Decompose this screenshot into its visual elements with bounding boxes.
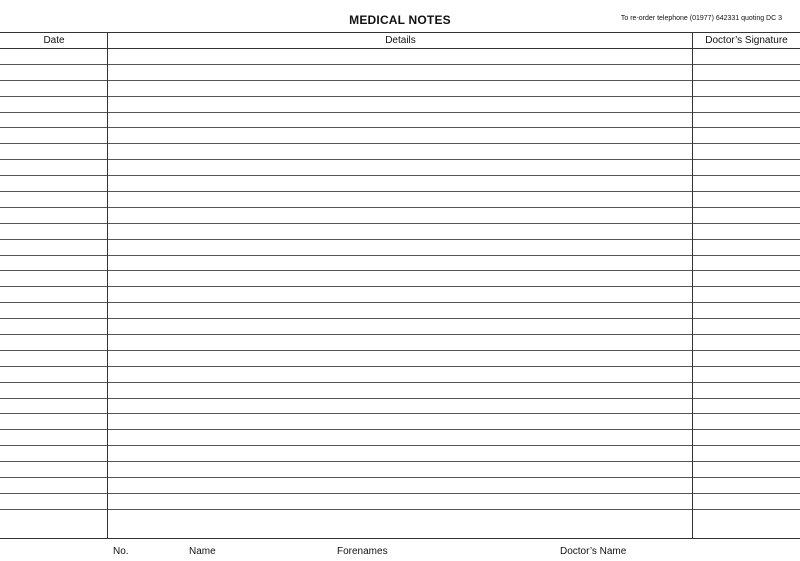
table-rows [0,49,800,526]
table-row [0,271,800,287]
column-header-date: Date [43,35,65,46]
table-row [0,319,800,335]
column-divider [107,33,108,538]
table-row [0,208,800,224]
table-row [0,494,800,510]
footer-name-label: Name [189,546,216,557]
reorder-note: To re-order telephone (01977) 642331 quoting DC 3 [620,15,782,22]
table-row [0,462,800,478]
table-row [0,113,800,129]
column-divider [692,33,693,538]
table-row [0,478,800,494]
table-row [0,367,800,383]
table-row [0,303,800,319]
footer-forenames-label: Forenames [337,546,388,557]
table-row [0,414,800,430]
table-row [0,144,800,160]
table-row [0,160,800,176]
table-row [0,240,800,256]
table-row [0,192,800,208]
table-row [0,383,800,399]
table-row [0,224,800,240]
table-row [0,287,800,303]
table-row [0,351,800,367]
table-row [0,81,800,97]
table-row [0,446,800,462]
footer-doctor-name-label: Doctor’s Name [560,546,627,557]
table-row [0,65,800,81]
table-row [0,430,800,446]
page-title: MEDICAL NOTES [349,13,451,27]
column-header-doctor-signature: Doctor’s Signature [705,35,788,46]
table-row [0,510,800,526]
notes-table [0,32,800,539]
table-header [0,33,800,49]
table-row [0,335,800,351]
table-row [0,256,800,272]
table-row [0,399,800,415]
table-row [0,49,800,65]
table-row [0,176,800,192]
table-row [0,128,800,144]
footer-no-label: No. [113,546,129,557]
column-header-details: Details [385,35,416,46]
table-row [0,97,800,113]
